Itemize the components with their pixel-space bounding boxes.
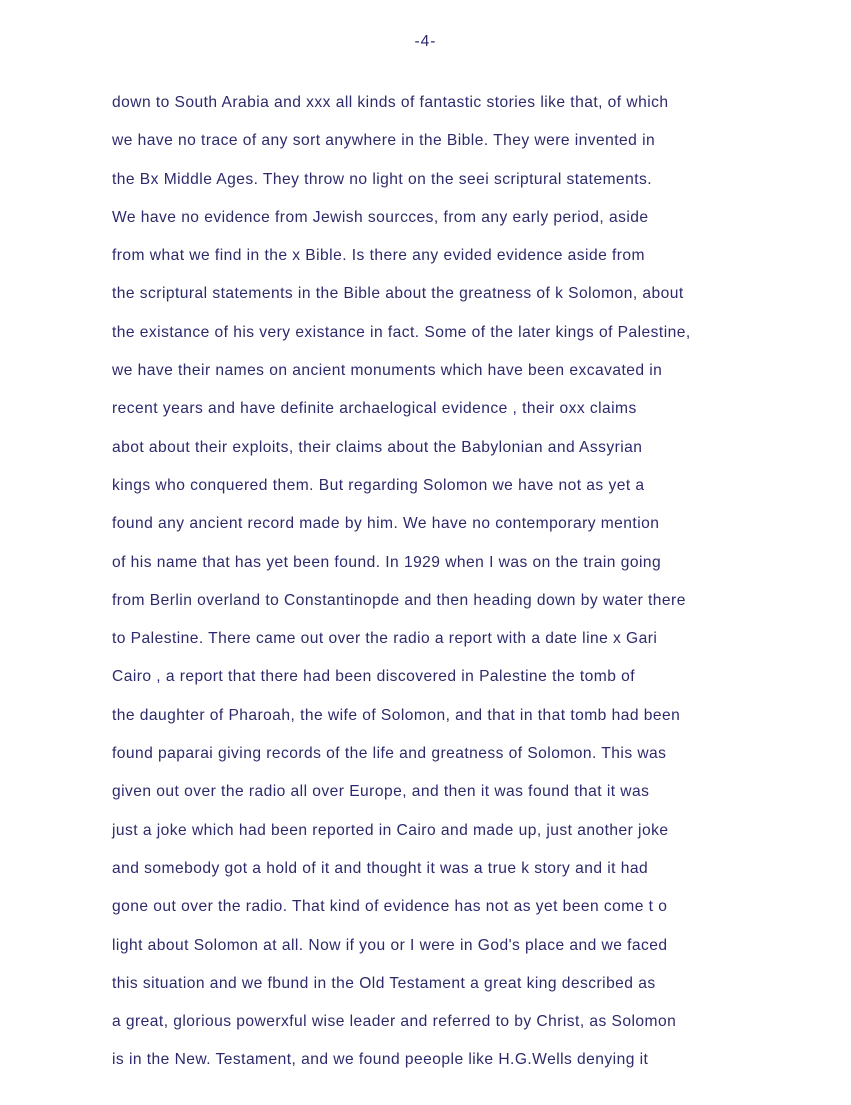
text-line: the scriptural statements in the Bible about the greatness of k Solomon, about <box>112 285 684 303</box>
text-line: We have no evidence from Jewish sourcces, from any early period, aside <box>112 208 649 226</box>
document-body <box>112 88 812 1084</box>
text-line: the existance of his very existance in fact. Some of the later kings of Palestine, <box>112 323 691 341</box>
text-line: just a joke which had been reported in Cairo and made up, just another joke <box>112 821 669 839</box>
text-line: from Berlin overland to Constantinopde and then heading down by water there <box>112 591 686 609</box>
page-number: -4- <box>414 33 437 50</box>
text-line: light about Solomon at all. Now if you or I were in God's place and we faced <box>112 936 668 954</box>
text-line: we have no trace of any sort anywhere in the Bible. They were invented in <box>112 132 656 150</box>
text-line: found paparai giving records of the life and greatness of Solomon. This was <box>112 745 667 763</box>
text-line: from what we find in the x Bible. Is there any evided evidence aside from <box>112 247 645 265</box>
text-line: to Palestine. There came out over the radio a report with a date line x Gari <box>112 630 658 648</box>
text-line: found any ancient record made by him. We have no contemporary mention <box>112 515 660 533</box>
text-line: a great, glorious powerxful wise leader and referred to by Christ, as Solomon <box>112 1013 677 1031</box>
text-line: is in the New. Testament, and we found peeople like H.G.Wells denying it <box>112 1051 649 1069</box>
text-line: abot about their exploits, their claims about the Babylonian and Assyrian <box>112 438 643 456</box>
text-line: we have their names on ancient monuments which have been excavated in <box>112 362 663 380</box>
text-line: this situation and we fbund in the Old Testament a great king described as <box>112 974 656 992</box>
text-line: the daughter of Pharoah, the wife of Solomon, and that in that tomb had been <box>112 706 681 724</box>
text-line: recent years and have definite archaelogical evidence , their oxx claims <box>112 400 637 418</box>
text-line: down to South Arabia and xxx all kinds of fantastic stories like that, of which <box>112 94 669 111</box>
text-line: the Bx Middle Ages. They throw no light on the seei scriptural statements. <box>112 170 653 188</box>
text-line: and somebody got a hold of it and thought it was a true k story and it had <box>112 859 649 877</box>
text-line: given out over the radio all over Europe, and then it was found that it was <box>112 783 650 801</box>
text-line: kings who conquered them. But regarding Solomon we have not as yet a <box>112 476 645 494</box>
text-line: Cairo , a report that there had been discovered in Palestine the tomb of <box>112 668 636 686</box>
text-line: of his name that has yet been found. In 1929 when I was on the train going <box>112 553 662 571</box>
text-line: gone out over the radio. That kind of evidence has not as yet been come t o <box>112 898 668 916</box>
